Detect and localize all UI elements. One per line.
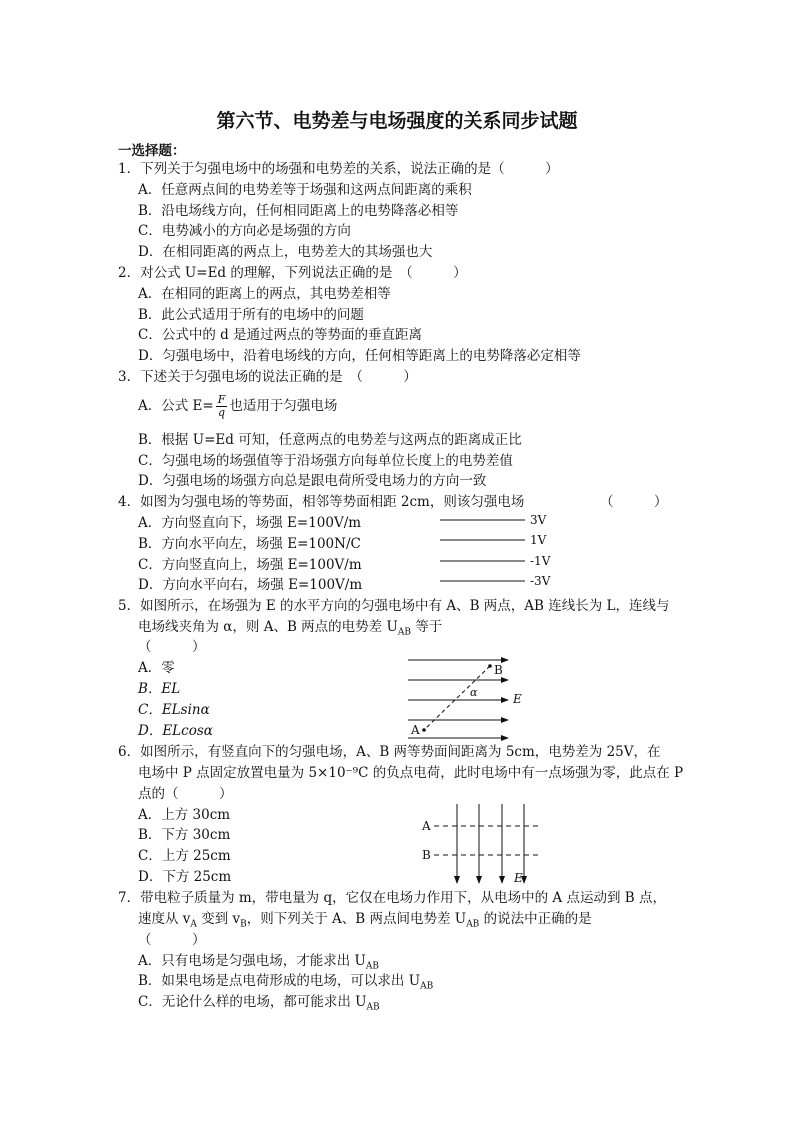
q7-answer-paren: （ ） <box>138 932 206 948</box>
q4-equipotential-diagram <box>430 510 570 590</box>
q3-option-d: D．匀强电场的场强方向总是跟电荷所受电场力的方向一致 <box>138 473 487 489</box>
q6-option-d: D．下方 25cm <box>138 869 232 885</box>
q2-option-c: C．公式中的 d 是通过两点的等势面的垂直距离 <box>138 327 423 343</box>
q6-option-a: A．上方 30cm <box>138 807 231 823</box>
q4-option-a: A．方向竖直向下，场强 E=100V/m <box>138 515 362 531</box>
q7-stem-line2 <box>138 910 592 935</box>
q3-option-a-prefix: A．公式 E= <box>138 398 214 414</box>
page-title: 第六节、电势差与电场强度的关系同步试题 <box>216 110 578 132</box>
q7-stem-line1: 7．带电粒子质量为 m，带电量为 q，它仅在电场力作用下，从电场中的 A 点运动到 B 点， <box>118 890 666 906</box>
fraction-f-over-q <box>216 394 228 419</box>
q7-option-c-text: C．无论什么样的电场，都可能求出 U <box>138 994 367 1010</box>
q5-option-d: D．ELcosα <box>138 723 213 739</box>
q5-option-b: B．EL <box>138 681 181 697</box>
point-a-label: A <box>411 723 420 737</box>
q7-stem-text-3: ，则下列关于 A、B 两点间电势差 U <box>246 911 467 927</box>
q1-option-b: B．沿电场线方向，任何相同距离上的电势降落必相等 <box>138 203 459 219</box>
q5-stem-line2-text: 电场线夹角为 α，则 A、B 两点的电势差 U <box>138 619 398 635</box>
angle-alpha-label: α <box>470 686 478 699</box>
plane-b-label: B <box>422 848 431 862</box>
q2-stem: 2．对公式 U=Ed 的理解，下列说法正确的是 （ ） <box>118 265 467 281</box>
subscript: AB <box>466 919 480 930</box>
subscript: AB <box>365 961 380 972</box>
q6-option-b: B．下方 30cm <box>138 827 231 843</box>
subscript: AB <box>366 1002 380 1013</box>
q1-option-d: D．在相同距离的两点上，电势差大的其场强也大 <box>138 244 433 260</box>
q6-stem-line1: 6．如图所示，有竖直向下的匀强电场，A、B 两等势面间距离为 5cm，电势差为 25V，在 <box>118 744 661 760</box>
q4-option-d: D．方向水平向右，场强 E=100V/m <box>138 577 363 593</box>
fraction-numerator: F <box>217 393 226 406</box>
q4-option-c: C．方向竖直向上，场强 E=100V/m <box>138 557 362 573</box>
subscript: AB <box>420 981 434 992</box>
q7-option-b-text: B．如果电场是点电荷形成的电场，可以求出 U <box>138 973 421 989</box>
potential-label: -3V <box>530 574 551 588</box>
q5-option-c: C．ELsinα <box>138 702 210 718</box>
q4-stem: 4．如图为匀强电场的等势面，相邻等势面相距 2cm，则该匀强电场 <box>118 494 525 510</box>
potential-label: -1V <box>530 554 551 568</box>
q1-option-a: A．任意两点间的电势差等于场强和这两点间距离的乘积 <box>138 182 472 198</box>
point-b-label: B <box>494 663 503 677</box>
subscript: B <box>240 919 247 930</box>
q3-option-a <box>138 394 337 419</box>
q3-stem: 3．下述关于匀强电场的说法正确的是 （ ） <box>118 369 417 385</box>
q2-option-d: D．匀强电场中，沿着电场线的方向，任何相等距离上的电势降落必定相等 <box>138 348 581 364</box>
q3-option-a-suffix: 也适用于匀强电场 <box>229 398 338 414</box>
field-e-label: E <box>513 692 522 706</box>
q2-option-b: B．此公式适用于所有的电场中的问题 <box>138 307 364 323</box>
arrowhead-down <box>499 876 505 884</box>
plane-a-label: A <box>422 819 431 833</box>
q6-stem-line3: 点的（ ） <box>138 786 233 802</box>
q6-field-diagram <box>420 800 550 890</box>
arrowhead-down <box>476 876 482 884</box>
section-heading: 一选择题： <box>118 143 186 159</box>
q1-stem: 1．下列关于匀强电场中的场强和电势差的关系，说法正确的是（ ） <box>118 161 559 177</box>
q2-option-a: A．在相同的距离上的两点，其电势差相等 <box>138 286 391 302</box>
point-b-dot <box>488 664 492 668</box>
q7-stem-text-1: 速度从 v <box>138 911 191 927</box>
q5-answer-paren: （ ） <box>138 639 206 655</box>
q5-stem-line2-tail: 等于 <box>410 619 443 635</box>
q3-option-b: B．根据 U=Ed 可知，任意两点的电势差与这两点的距离成正比 <box>138 432 522 448</box>
point-a-dot <box>422 728 426 732</box>
q7-stem-text-4: 的说法中正确的是 <box>479 911 592 927</box>
q1-option-c: C．电势减小的方向必是场强的方向 <box>138 223 351 239</box>
q5-option-a: A．零 <box>138 660 175 676</box>
fraction-denominator: q <box>218 406 226 419</box>
q6-stem-line2: 电场中 P 点固定放置电量为 5×10⁻⁹C 的负点电荷，此时电场中有一点场强为零，此点在 P <box>138 765 684 781</box>
q4-option-b: B．方向水平向左，场强 E=100N/C <box>138 536 361 552</box>
field-e-label: E <box>514 871 523 885</box>
subscript: AB <box>397 627 411 638</box>
q3-option-c: C．匀强电场的场强值等于沿场强方向每单位长度上的电势差值 <box>138 453 513 469</box>
potential-label: 3V <box>530 513 547 527</box>
q5-stem-line1: 5．如图所示，在场强为 E 的水平方向的匀强电场中有 A、B 两点，AB 连线长为 L，连线与 <box>118 598 670 614</box>
q6-option-c: C．上方 25cm <box>138 848 231 864</box>
q7-stem-text-2: 变到 v <box>196 911 241 927</box>
q7-option-c <box>138 993 380 1018</box>
arrowhead-down <box>454 876 460 884</box>
q5-field-diagram <box>400 650 540 745</box>
subscript: A <box>190 919 197 930</box>
potential-label: 1V <box>530 533 547 547</box>
q4-answer-paren: （ ） <box>600 494 668 510</box>
q7-option-a-text: A．只有电场是匀强电场，才能求出 U <box>138 953 366 969</box>
